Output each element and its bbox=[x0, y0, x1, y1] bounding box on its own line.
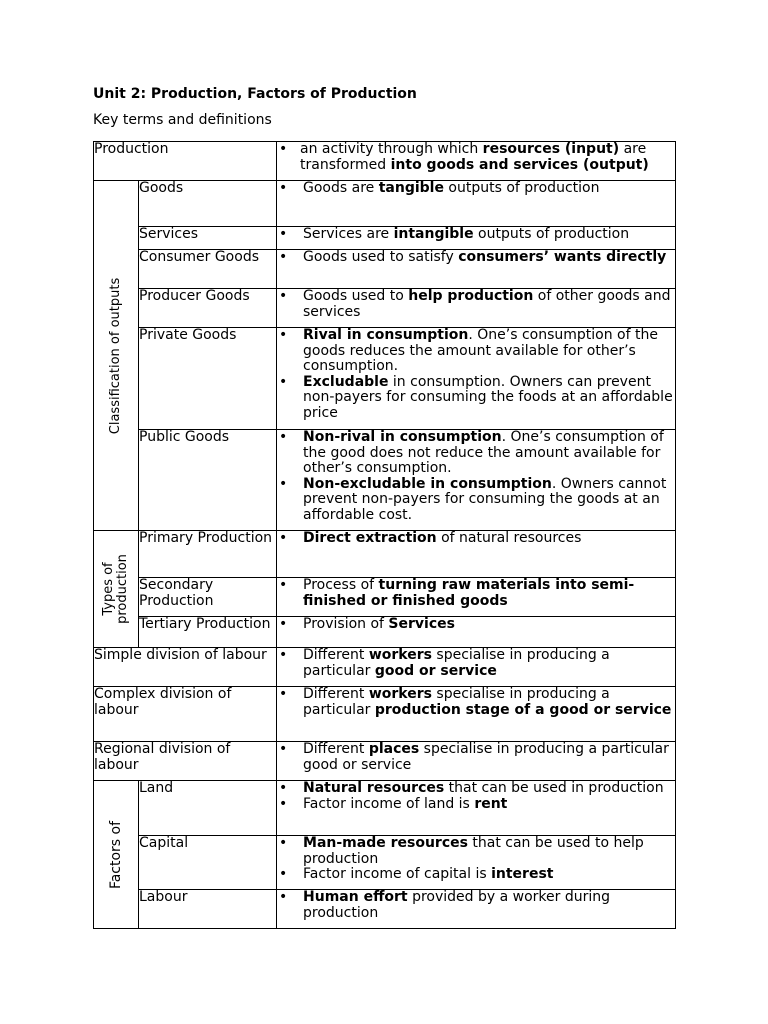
term-cell: Goods bbox=[139, 181, 277, 227]
term-cell: Producer Goods bbox=[139, 289, 277, 328]
definition-item: • Factor income of land is rent bbox=[279, 795, 508, 812]
text-run: of other goods and services bbox=[303, 288, 671, 320]
definition-item: • Non-excludable in consumption. Owners cannot prevent non-payers for consuming the goods at an affordable cost. bbox=[279, 475, 667, 523]
text-run: in consumption. Owners can prevent non-payers for consuming the foods at an affordable price bbox=[303, 373, 673, 421]
definition-cell bbox=[277, 617, 676, 648]
emphasis: consumers’ wants directly bbox=[458, 249, 667, 265]
text-run: Services are bbox=[303, 226, 394, 242]
definition-cell bbox=[277, 142, 676, 181]
definition-item: • Process of turning raw materials into semi-finished or finished goods bbox=[279, 577, 635, 609]
emphasis: intangible bbox=[393, 226, 474, 242]
emphasis: into goods and services (output) bbox=[390, 156, 649, 173]
emphasis: Natural resources bbox=[303, 780, 445, 796]
table-row bbox=[94, 648, 676, 687]
text-run: outputs of production bbox=[473, 226, 630, 242]
text-run: that can be used to help production bbox=[303, 835, 644, 867]
table-row bbox=[94, 617, 676, 648]
text-run: Factor income of capital is bbox=[303, 866, 492, 883]
emphasis: Man-made resources bbox=[303, 835, 468, 851]
definition-item: • Services are intangible outputs of production bbox=[279, 226, 630, 242]
group-cell-types bbox=[94, 531, 139, 648]
term-cell: Simple division of labour bbox=[94, 648, 277, 687]
definition-cell bbox=[277, 890, 676, 929]
term-cell: Tertiary Production bbox=[139, 617, 277, 648]
table-row bbox=[94, 890, 676, 929]
table-row bbox=[94, 181, 676, 227]
definition-cell bbox=[277, 531, 676, 578]
text-run: Goods are bbox=[303, 180, 379, 196]
emphasis: workers bbox=[368, 686, 432, 702]
term-cell: Secondary Production bbox=[139, 578, 277, 617]
definition-item: • Different workers specialise in producing a particular production stage of a good or service bbox=[279, 686, 672, 718]
definition-cell bbox=[277, 289, 676, 328]
term-cell: Consumer Goods bbox=[139, 250, 277, 289]
table-row bbox=[94, 250, 676, 289]
emphasis: Non-rival in consumption bbox=[303, 429, 502, 445]
group-label-outputs: Classification of outputs bbox=[108, 277, 123, 434]
emphasis: help production bbox=[408, 288, 534, 304]
emphasis: Non-excludable in consumption bbox=[303, 475, 552, 492]
definition-item: • Different places specialise in producing a particular good or service bbox=[279, 741, 669, 773]
emphasis: Direct extraction bbox=[303, 530, 437, 546]
text-run: Goods used to bbox=[303, 288, 409, 304]
definition-cell bbox=[277, 742, 676, 781]
definition-item: • Goods used to help production of other goods and services bbox=[279, 288, 671, 320]
text-run: . One’s consumption of the good does not reduce the amount available for other’s consumption. bbox=[303, 429, 664, 477]
text-run: Process of bbox=[303, 577, 379, 593]
emphasis: production stage of a good or service bbox=[374, 701, 672, 718]
group-label-types: Types of production bbox=[101, 554, 130, 624]
term-cell: Labour bbox=[139, 890, 277, 929]
definition-cell bbox=[277, 430, 676, 531]
definition-cell bbox=[277, 181, 676, 227]
table-row bbox=[94, 328, 676, 430]
definition-item: • Natural resources that can be used in production bbox=[279, 780, 664, 796]
text-run: . Owners cannot prevent non-payers for consuming the goods at an affordable cost. bbox=[303, 475, 667, 523]
definition-item: • Direct extraction of natural resources bbox=[279, 530, 582, 546]
term-cell: Land bbox=[139, 781, 277, 836]
table-row bbox=[94, 578, 676, 617]
page-title: Unit 2: Production, Factors of Production bbox=[93, 86, 417, 102]
definition-cell bbox=[277, 328, 676, 430]
definition-item: • Human effort provided by a worker during production bbox=[279, 889, 611, 921]
text-run: Different bbox=[303, 686, 369, 702]
table-row bbox=[94, 742, 676, 781]
term-cell: Public Goods bbox=[139, 430, 277, 531]
emphasis: workers bbox=[368, 647, 432, 663]
term-cell: Production bbox=[94, 142, 277, 181]
definition-item: • Factor income of capital is interest bbox=[279, 866, 554, 883]
table-row bbox=[94, 289, 676, 328]
text-run: are transformed bbox=[300, 141, 647, 173]
definition-item: • Excludable in consumption. Owners can prevent non-payers for consuming the foods at an affordable price bbox=[279, 373, 673, 421]
text-run: specialise in producing a particular bbox=[303, 686, 610, 718]
text-run: that can be used in production bbox=[444, 780, 664, 796]
term-cell: Capital bbox=[139, 836, 277, 890]
group-cell-outputs bbox=[94, 181, 139, 531]
term-cell: Services bbox=[139, 227, 277, 250]
text-run: provided by a worker during production bbox=[303, 889, 611, 921]
definition-item: • Rival in consumption. One’s consumption of the goods reduces the amount available for other’s consumption. bbox=[279, 327, 658, 375]
text-run: Different bbox=[303, 647, 369, 663]
text-run: Different bbox=[303, 741, 369, 757]
definition-item: • Goods used to satisfy consumers’ wants directly bbox=[279, 249, 667, 265]
definition-item: • Non-rival in consumption. One’s consumption of the good does not reduce the amount available for other’s consumption. bbox=[279, 429, 664, 477]
table-row bbox=[94, 430, 676, 531]
term-cell: Regional division of labour bbox=[94, 742, 277, 781]
definition-cell bbox=[277, 687, 676, 742]
term-cell: Complex division of labour bbox=[94, 687, 277, 742]
table-row bbox=[94, 836, 676, 890]
definition-cell bbox=[277, 836, 676, 890]
page-subtitle: Key terms and definitions bbox=[93, 112, 272, 128]
emphasis: tangible bbox=[378, 180, 444, 196]
group-label-factors: Factors of bbox=[108, 820, 124, 889]
text-run: Factor income of land is bbox=[303, 795, 475, 812]
text-run: . One’s consumption of the goods reduces the amount available for other’s consumption. bbox=[303, 327, 658, 375]
text-run: Provision of bbox=[303, 616, 389, 632]
definition-item: • Goods are tangible outputs of production bbox=[279, 180, 600, 196]
text-run: outputs of production bbox=[443, 180, 600, 196]
emphasis: rent bbox=[474, 795, 508, 812]
definition-cell bbox=[277, 227, 676, 250]
key-terms-table bbox=[93, 141, 676, 929]
term-cell: Primary Production bbox=[139, 531, 277, 578]
table-row bbox=[94, 227, 676, 250]
definition-item: • Man-made resources that can be used to help production bbox=[279, 835, 644, 867]
table-row bbox=[94, 531, 676, 578]
emphasis: Excludable bbox=[303, 373, 389, 390]
text-run: of natural resources bbox=[436, 530, 582, 546]
text-run: specialise in producing a particular good or service bbox=[303, 741, 669, 773]
table-row bbox=[94, 142, 676, 181]
group-cell-factors bbox=[94, 781, 139, 929]
definition-item: • Different workers specialise in producing a particular good or service bbox=[279, 647, 610, 679]
emphasis: turning raw materials into semi-finished or finished goods bbox=[303, 577, 635, 609]
emphasis: good or service bbox=[374, 662, 497, 679]
definition-cell bbox=[277, 578, 676, 617]
emphasis: resources (input) bbox=[482, 141, 620, 157]
table-row bbox=[94, 781, 676, 836]
emphasis: Human effort bbox=[303, 889, 408, 905]
term-cell: Private Goods bbox=[139, 328, 277, 430]
emphasis: Rival in consumption bbox=[303, 327, 469, 343]
text-run: Goods used to satisfy bbox=[303, 249, 459, 265]
text-run: an activity through which bbox=[300, 141, 483, 157]
table-row bbox=[94, 687, 676, 742]
emphasis: Services bbox=[388, 616, 455, 632]
text-run: specialise in producing a particular bbox=[303, 647, 610, 679]
emphasis: places bbox=[368, 741, 420, 757]
definition-cell bbox=[277, 781, 676, 836]
definition-item: • Provision of Services bbox=[279, 616, 455, 632]
definition-cell bbox=[277, 250, 676, 289]
emphasis: interest bbox=[491, 866, 554, 883]
definition-item: • an activity through which resources (input) are transformed into goods and services (output) bbox=[279, 141, 649, 173]
definition-cell bbox=[277, 648, 676, 687]
